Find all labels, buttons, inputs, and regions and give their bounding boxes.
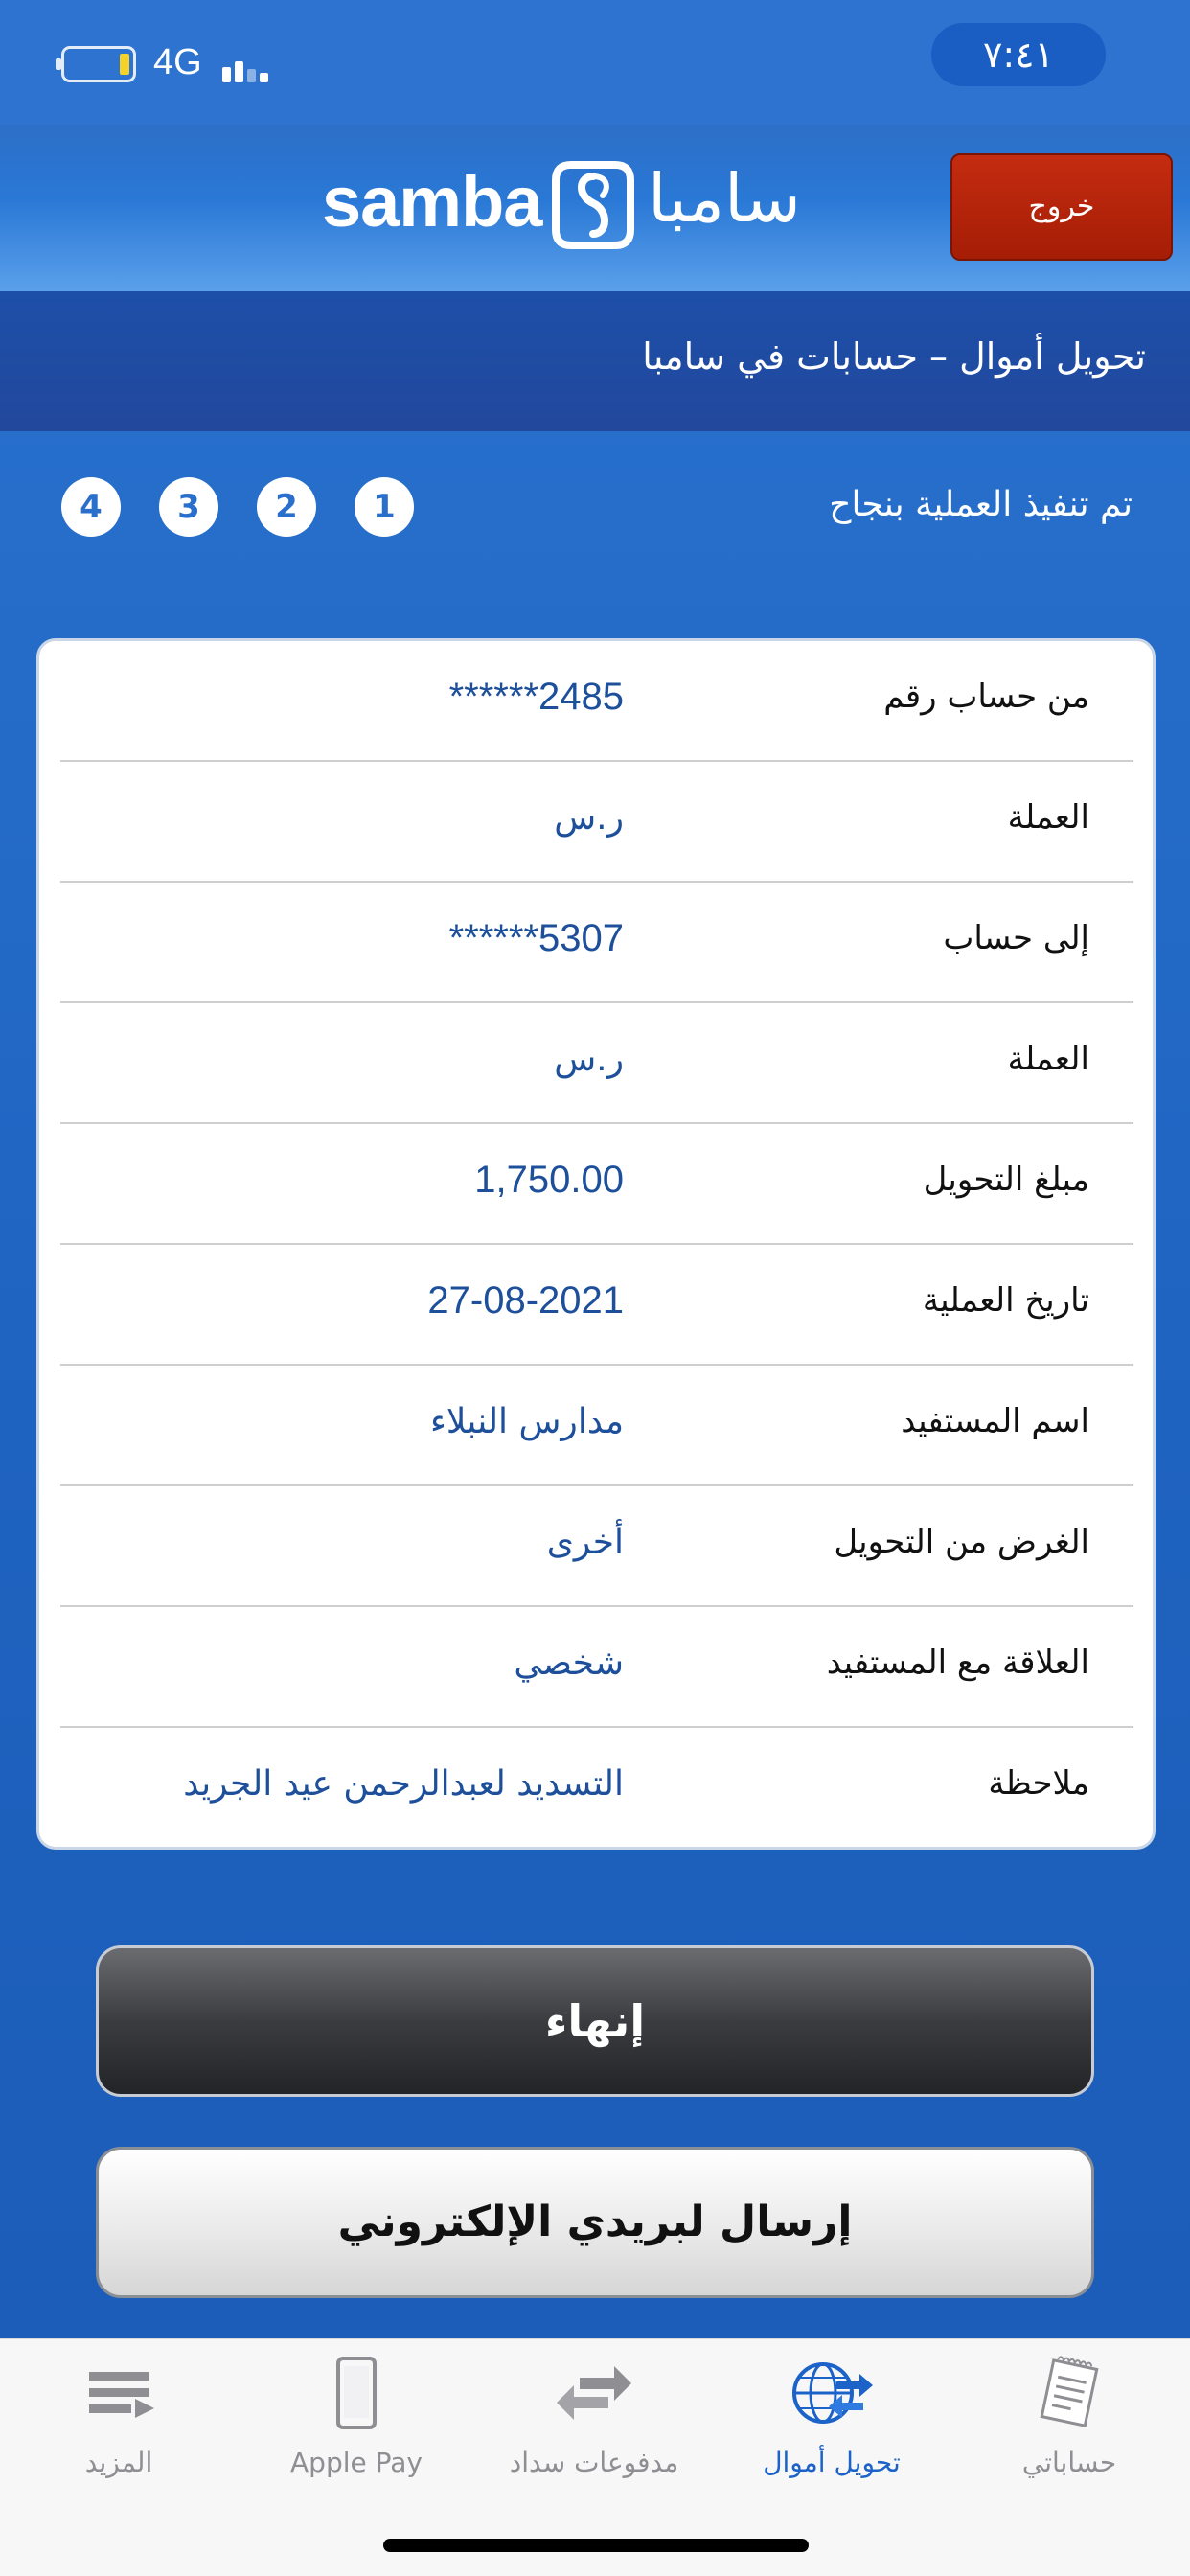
detail-row-currency — [60, 762, 1133, 883]
detail-row-amount — [60, 1124, 1133, 1245]
tab-label: Apple Pay — [290, 2447, 423, 2478]
detail-row-from-account — [60, 641, 1133, 762]
step-2: 2 — [257, 477, 316, 537]
detail-label: العملة — [1007, 1040, 1089, 1078]
transfer-details-card — [36, 638, 1156, 1850]
detail-label: إلى حساب — [943, 919, 1089, 957]
transfer-icon — [789, 2353, 875, 2433]
status-bar — [0, 0, 1190, 125]
app-header — [0, 125, 1190, 291]
home-indicator — [383, 2539, 809, 2552]
tab-accounts[interactable] — [950, 2353, 1188, 2506]
detail-row-to-account — [60, 883, 1133, 1003]
detail-value: ******2485 — [448, 676, 624, 718]
tab-label: حساباتي — [1021, 2447, 1117, 2478]
detail-label: مبلغ التحويل — [923, 1161, 1089, 1199]
samba-mark-icon — [550, 159, 636, 251]
sadad-payments-icon — [551, 2353, 637, 2433]
logo-arabic-text: سامبا — [648, 159, 801, 238]
detail-label: اسم المستفيد — [901, 1402, 1089, 1440]
step-1: 1 — [355, 477, 414, 537]
detail-label: تاريخ العملية — [922, 1281, 1089, 1320]
detail-label: العملة — [1007, 798, 1089, 837]
tab-transfer[interactable] — [713, 2353, 950, 2506]
detail-value: ر.س — [554, 1040, 624, 1079]
detail-value: ******5307 — [448, 917, 624, 959]
detail-value: 1,750.00 — [474, 1159, 624, 1201]
more-icon — [76, 2353, 162, 2433]
status-message: تم تنفيذ العملية بنجاح — [829, 485, 1133, 524]
step-3: 3 — [159, 477, 218, 537]
page-title: تحويل أموال – حسابات في سامبا — [642, 335, 1146, 378]
tab-label: تحويل أموال — [763, 2447, 901, 2478]
exit-button[interactable]: خروج — [950, 153, 1173, 261]
samba-logo — [322, 159, 868, 255]
step-indicator — [61, 477, 445, 539]
send-email-button[interactable]: إرسال لبريدي الإلكتروني — [96, 2147, 1094, 2298]
detail-label: من حساب رقم — [883, 678, 1089, 716]
detail-value: مدارس النبلاء — [429, 1402, 624, 1441]
detail-value: 27-08-2021 — [427, 1279, 624, 1322]
detail-value: ر.س — [554, 798, 624, 838]
detail-label: الغرض من التحويل — [834, 1523, 1089, 1561]
detail-row-note — [60, 1728, 1133, 1849]
detail-label: ملاحظة — [988, 1764, 1089, 1803]
status-time: ٧:٤١ — [931, 23, 1106, 86]
detail-label: العلاقة مع المستفيد — [826, 1644, 1089, 1682]
tab-apple-pay[interactable] — [238, 2353, 475, 2506]
page-title-bar — [0, 291, 1190, 431]
signal-icon — [222, 50, 280, 82]
logo-latin-text: samba — [322, 162, 542, 242]
tab-label: المزيد — [84, 2447, 153, 2478]
accounts-icon — [1026, 2353, 1112, 2433]
battery-icon — [61, 46, 136, 82]
detail-row-currency-2 — [60, 1003, 1133, 1124]
tab-bar — [0, 2338, 1190, 2576]
apple-pay-icon — [313, 2353, 400, 2433]
tab-label: مدفوعات سداد — [509, 2447, 679, 2478]
finish-button[interactable]: إنهاء — [96, 1945, 1094, 2097]
detail-row-date — [60, 1245, 1133, 1366]
detail-value: شخصي — [514, 1644, 624, 1683]
detail-row-beneficiary — [60, 1366, 1133, 1486]
tab-more[interactable] — [0, 2353, 238, 2506]
detail-row-relationship — [60, 1607, 1133, 1728]
step-4: 4 — [61, 477, 121, 537]
detail-value: التسديد لعبدالرحمن عيد الجريد — [183, 1764, 624, 1804]
detail-value: أخرى — [546, 1523, 624, 1562]
tab-sadad-payments[interactable] — [475, 2353, 713, 2506]
network-type: 4G — [153, 42, 202, 82]
detail-row-purpose — [60, 1486, 1133, 1607]
